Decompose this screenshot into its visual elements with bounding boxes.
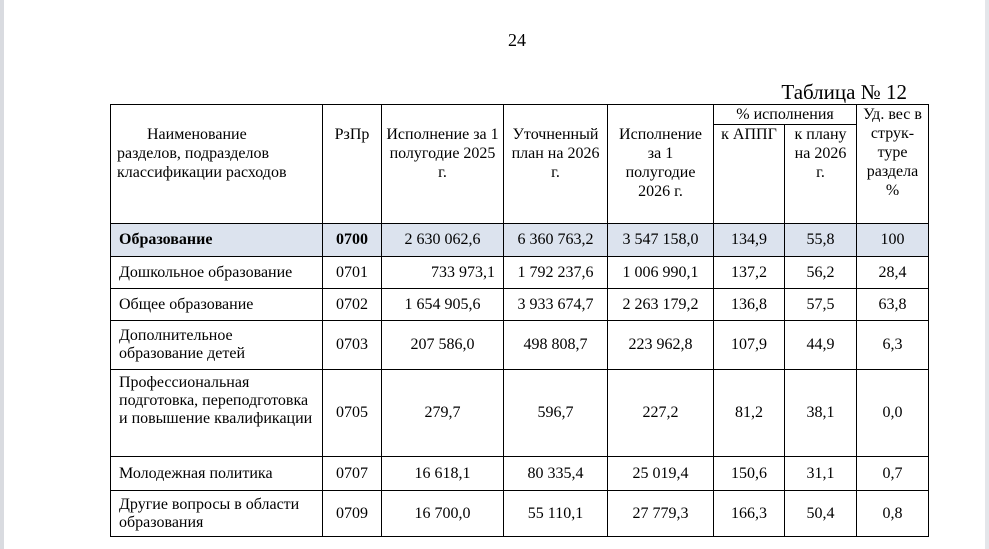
header-exec-2025: Исполнение за 1 полугодие 2025 г.	[382, 105, 504, 224]
row-name: Дополнительное образование детей	[111, 321, 323, 370]
header-section-name: Наименование разделов, подразделов классификации расходов	[111, 105, 323, 224]
row-exec-2025: 16 700,0	[382, 491, 504, 537]
page-number: 24	[508, 30, 526, 50]
header-to-plan: к плану на 2026 г.	[785, 125, 857, 224]
row-name: Профессиональная подготовка, переподготовка и повышение квалификации	[111, 370, 323, 457]
row-name: Дошкольное образование	[111, 257, 323, 289]
row-name: Молодежная политика	[111, 457, 323, 491]
page-right-edge	[985, 0, 989, 549]
row-exec-2026: 27 779,3	[608, 491, 714, 537]
row-to-appg: 137,2	[714, 257, 785, 289]
row-share: 0,8	[857, 491, 929, 537]
table-row	[111, 457, 929, 491]
row-plan-2026: 3 933 674,7	[504, 289, 608, 321]
row-name: Другие вопросы в области образования	[111, 491, 323, 537]
row-to-plan: 44,9	[785, 321, 857, 370]
table-row	[111, 491, 929, 537]
table-row	[111, 289, 929, 321]
page-left-edge	[0, 0, 4, 549]
row-code: 0707	[323, 457, 382, 491]
row-plan-2026: 6 360 763,2	[504, 224, 608, 257]
row-plan-2026: 498 808,7	[504, 321, 608, 370]
row-exec-2025: 2 630 062,6	[382, 224, 504, 257]
row-plan-2026: 55 110,1	[504, 491, 608, 537]
row-plan-2026: 80 335,4	[504, 457, 608, 491]
table-row	[111, 257, 929, 289]
row-to-appg: 150,6	[714, 457, 785, 491]
header-percent-group: % исполнения	[714, 105, 857, 125]
row-share: 63,8	[857, 289, 929, 321]
row-exec-2026: 227,2	[608, 370, 714, 457]
table-row	[111, 370, 929, 457]
header-to-appg: к АППГ	[714, 125, 785, 224]
table-row	[111, 224, 929, 257]
row-to-plan: 57,5	[785, 289, 857, 321]
header-plan-2026: Уточненный план на 2026 г.	[504, 105, 608, 224]
row-exec-2025: 733 973,1	[382, 257, 504, 289]
row-to-plan: 56,2	[785, 257, 857, 289]
row-code: 0702	[323, 289, 382, 321]
row-to-appg: 81,2	[714, 370, 785, 457]
row-code: 0700	[323, 224, 382, 257]
row-to-appg: 136,8	[714, 289, 785, 321]
row-exec-2025: 279,7	[382, 370, 504, 457]
row-share: 0,0	[857, 370, 929, 457]
row-plan-2026: 1 792 237,6	[504, 257, 608, 289]
row-code: 0709	[323, 491, 382, 537]
row-code: 0701	[323, 257, 382, 289]
header-exec-2026: Исполнение за 1 полугодие 2026 г.	[608, 105, 714, 224]
row-to-plan: 38,1	[785, 370, 857, 457]
header-code: РзПр	[323, 105, 382, 224]
row-share: 28,4	[857, 257, 929, 289]
row-exec-2026: 3 547 158,0	[608, 224, 714, 257]
header-share: Уд. вес в струк-туре раздела %	[857, 105, 929, 224]
row-exec-2025: 1 654 905,6	[382, 289, 504, 321]
row-to-plan: 50,4	[785, 491, 857, 537]
row-name: Образование	[111, 224, 323, 257]
expenditure-table	[110, 104, 929, 537]
row-plan-2026: 596,7	[504, 370, 608, 457]
row-to-plan: 31,1	[785, 457, 857, 491]
row-code: 0703	[323, 321, 382, 370]
row-to-appg: 166,3	[714, 491, 785, 537]
row-share: 0,7	[857, 457, 929, 491]
row-to-plan: 55,8	[785, 224, 857, 257]
row-code: 0705	[323, 370, 382, 457]
row-name: Общее образование	[111, 289, 323, 321]
row-exec-2026: 25 019,4	[608, 457, 714, 491]
row-exec-2025: 16 618,1	[382, 457, 504, 491]
row-exec-2026: 2 263 179,2	[608, 289, 714, 321]
row-exec-2025: 207 586,0	[382, 321, 504, 370]
row-share: 6,3	[857, 321, 929, 370]
row-exec-2026: 1 006 990,1	[608, 257, 714, 289]
row-exec-2026: 223 962,8	[608, 321, 714, 370]
table-row	[111, 321, 929, 370]
row-share: 100	[857, 224, 929, 257]
table-caption: Таблица № 12	[781, 80, 907, 104]
row-to-appg: 107,9	[714, 321, 785, 370]
row-to-appg: 134,9	[714, 224, 785, 257]
